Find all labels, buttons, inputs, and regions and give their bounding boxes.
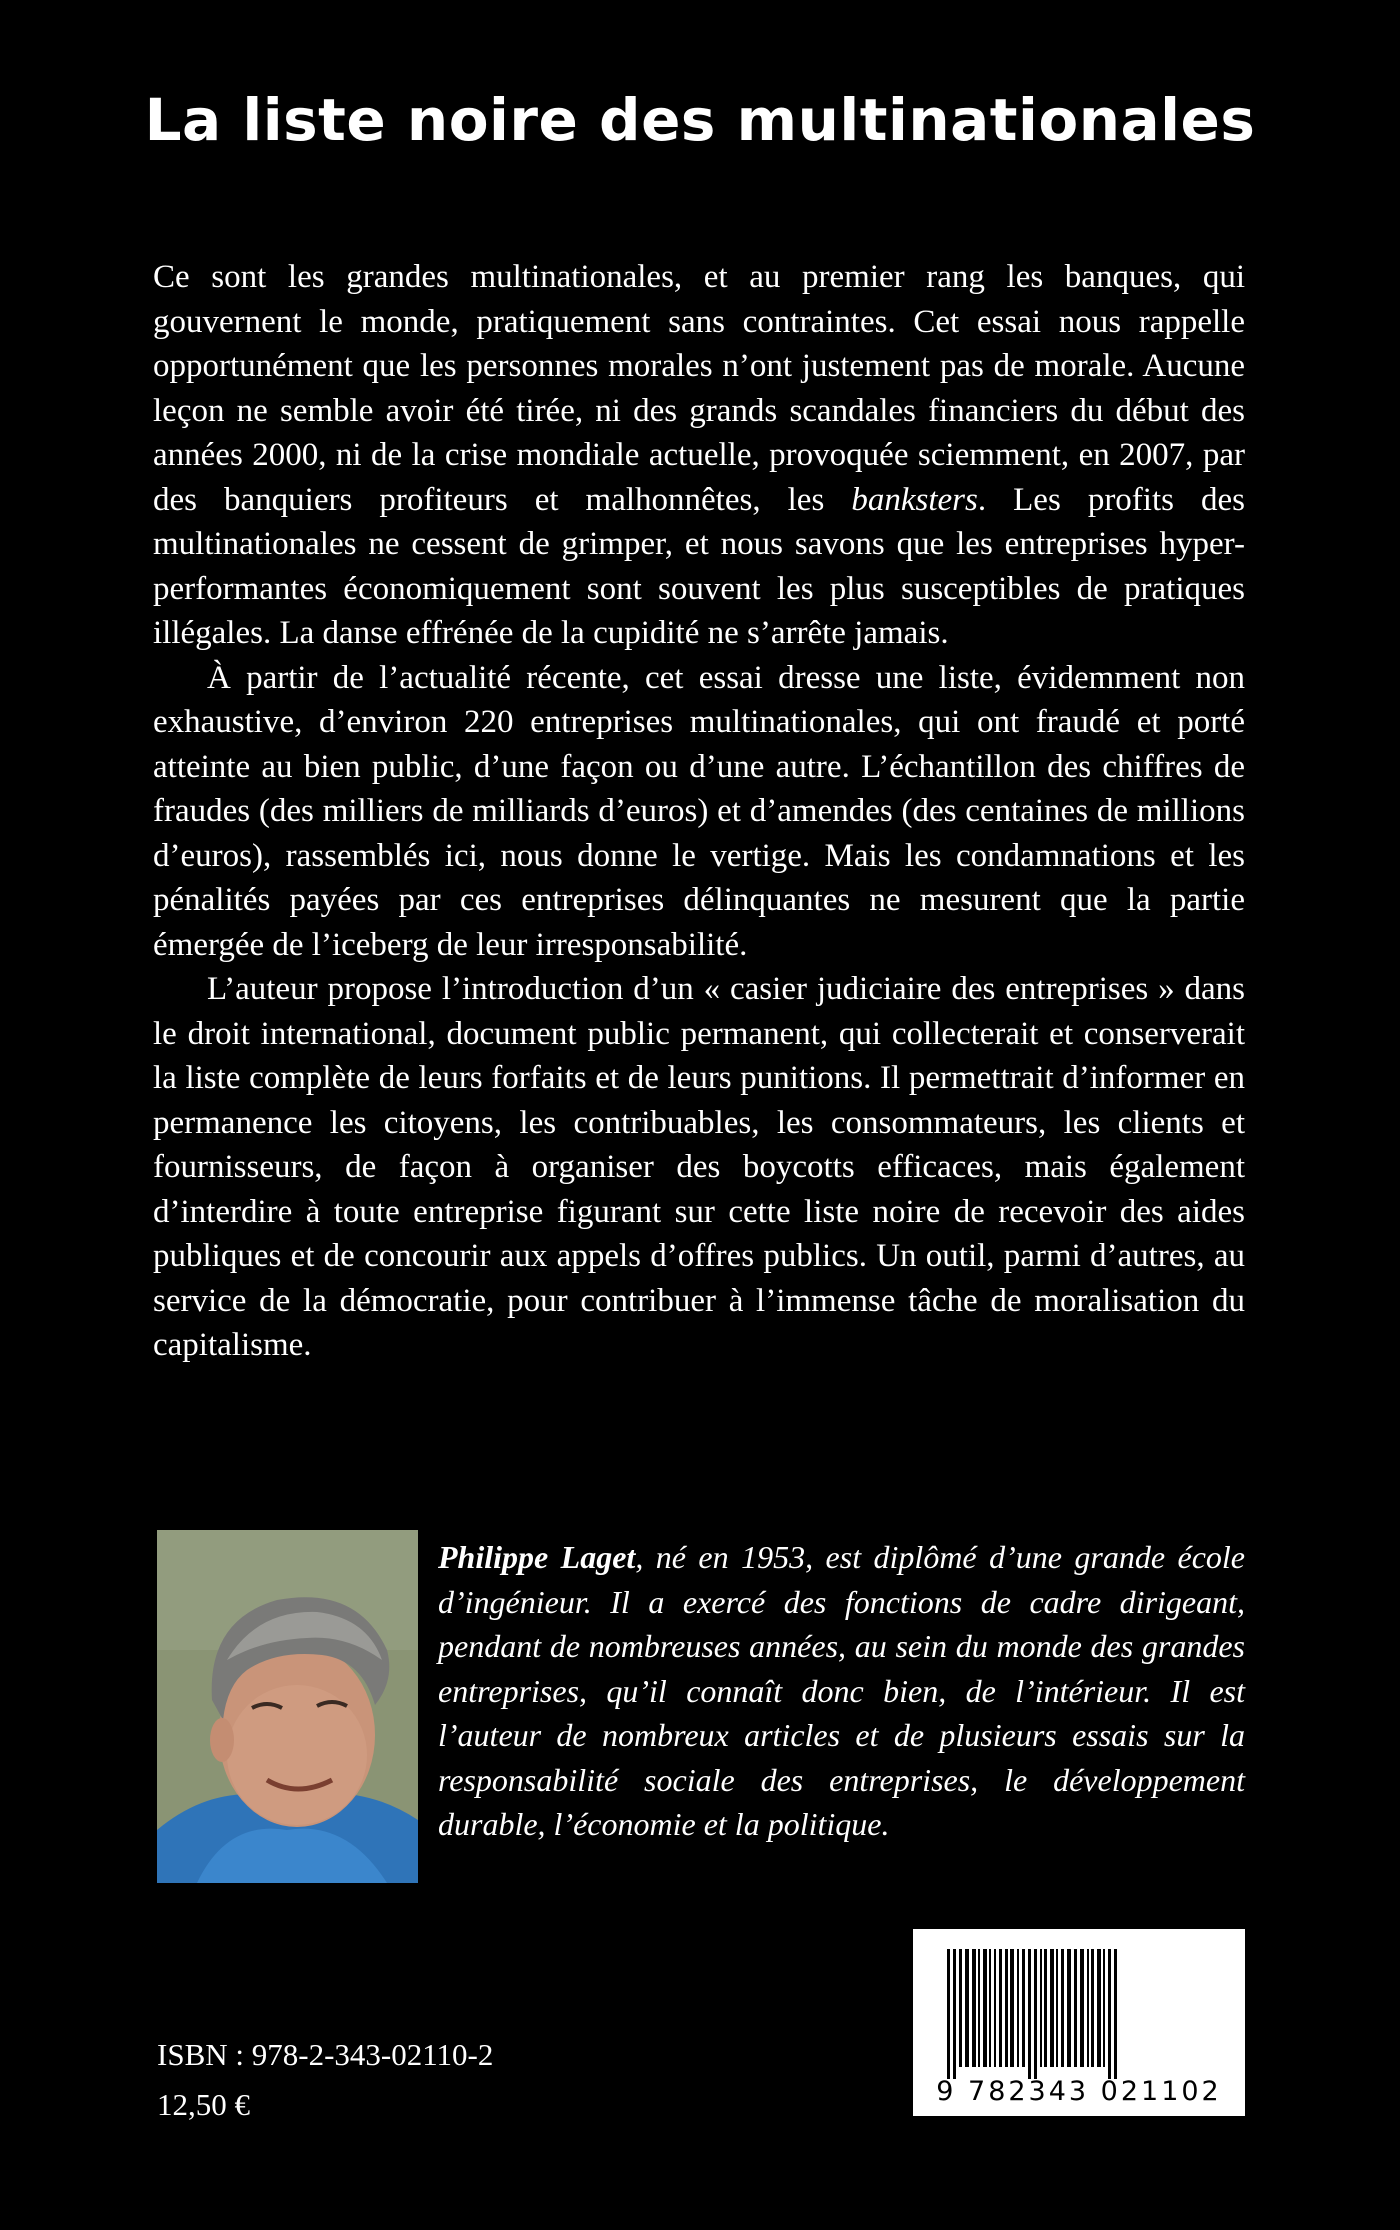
summary-paragraph-1 (153, 255, 1245, 656)
author-name: Philippe Laget (438, 1539, 636, 1575)
summary-paragraph-1-part-a: Ce sont les grandes multinationales, et au premier rang les banques, qui gouvernent le monde, pratiquement sans contraintes. Cet essai nous rappelle opportunément que les personnes morales n’ont justement pas de morale. Aucune leçon ne semble avoir été tirée, ni des grands scandales financiers du début des années 2000, ni de la crise mondiale actuelle, provoquée sciemment, en 2007, par des banquiers profiteurs et malhonnêtes, les (153, 259, 1245, 518)
barcode-bar (1022, 1949, 1025, 2067)
publication-info (157, 2030, 493, 2130)
back-cover-summary (153, 255, 1245, 1368)
barcode-bar (978, 1949, 980, 2067)
barcode-bar (1017, 1949, 1019, 2067)
barcode-bar (994, 1949, 996, 2067)
summary-paragraph-2: À partir de l’actualité récente, cet essai dresse une liste, évidemment non exhaustive, d’environ 220 entreprises multinationales, qui ont fraudé et porté atteinte au bien public, d’une façon ou d’une autre. L’échantillon des chiffres de fraudes (des milliers de milliards d’euros) et d’amendes (des centaines de millions d’euros), rassemblés ici, nous donne le vertige. Mais les condamnations et les pénalités payées par ces entreprises délinquantes ne mesurent que la partie émergée de l’iceberg de leur irresponsabilité. (153, 659, 1245, 963)
barcode-bar (1005, 1949, 1008, 2067)
barcode-digits: 9 782343 021102 (936, 2076, 1222, 2107)
barcode-bar (1050, 1949, 1054, 2067)
barcode-bar (1044, 1949, 1047, 2067)
barcode-bar (1103, 1949, 1105, 2067)
barcode-bar (1087, 1949, 1089, 2067)
barcode-bar (1067, 1949, 1071, 2067)
barcode-bar (1097, 1949, 1101, 2067)
barcode-bar (953, 1949, 956, 2079)
author-biography (438, 1535, 1245, 1847)
barcode-bar (972, 1949, 976, 2067)
barcode-bar (1091, 1949, 1094, 2067)
author-portrait-illustration (157, 1530, 418, 1883)
barcode-bar (1108, 1949, 1111, 2079)
author-bio-text: , né en 1953, est diplômé d’une grande école d’ingénieur. Il a exercé des fonctions de cadre dirigeant, pendant de nombreuses années, au sein du monde des grandes entreprises, qu’il connaît donc bien, de l’intérieur. Il est l’auteur de nombreux articles et de plusieurs essais sur la responsabilité sociale des entreprises, le développement durable, l’économie et la politique. (438, 1539, 1245, 1842)
barcode-bar (1080, 1949, 1084, 2067)
book-title: La liste noire des multinationales (144, 86, 1256, 154)
isbn-number: ISBN : 978-2-343-02110-2 (157, 2037, 494, 2072)
barcode-bar (989, 1949, 991, 2067)
summary-paragraph-1-part-b: . Les profits des multinationales ne cessent de grimper, et nous savons que les entreprises hyper-performantes économiquement sont souvent les plus susceptibles de pratiques illégales. La danse effrénée de la cupidité ne s’arrête jamais. (153, 481, 1246, 651)
barcode-bar (999, 1949, 1002, 2067)
barcode-bar (1028, 1949, 1031, 2079)
barcode-bar (983, 1949, 987, 2067)
summary-emphasis-banksters: banksters (851, 481, 978, 518)
barcode-bar (1114, 1949, 1117, 2079)
barcode-bar (1061, 1949, 1064, 2067)
barcode-bar (1040, 1949, 1042, 2067)
barcode-bar (959, 1949, 962, 2067)
barcode-bar (965, 1949, 969, 2067)
isbn-barcode (913, 1929, 1245, 2116)
barcode-bar (1010, 1949, 1014, 2067)
barcode-bar (1034, 1949, 1037, 2079)
barcode-bar (947, 1949, 950, 2079)
barcode-bar (1056, 1949, 1058, 2067)
barcode-bar (1074, 1949, 1077, 2067)
summary-paragraph-3: L’auteur propose l’introduction d’un « casier judiciaire des entreprises » dans le droit international, document public permanent, qui collecterait et conserverait la liste complète de leurs forfaits et de leurs punitions. Il permettrait d’informer en permanence les citoyens, les contribuables, les consommateurs, les clients et fournisseurs, de façon à organiser des boycotts efficaces, mais également d’interdire à toute entreprise figurant sur cette liste noire de recevoir des aides publiques et de concourir aux appels d’offres publics. Un outil, parmi d’autres, au service de la démocratie, pour contribuer à l’immense tâche de moralisation du capitalisme. (153, 971, 1245, 1363)
book-price: 12,50 € (157, 2087, 250, 2122)
author-photo (157, 1530, 418, 1883)
